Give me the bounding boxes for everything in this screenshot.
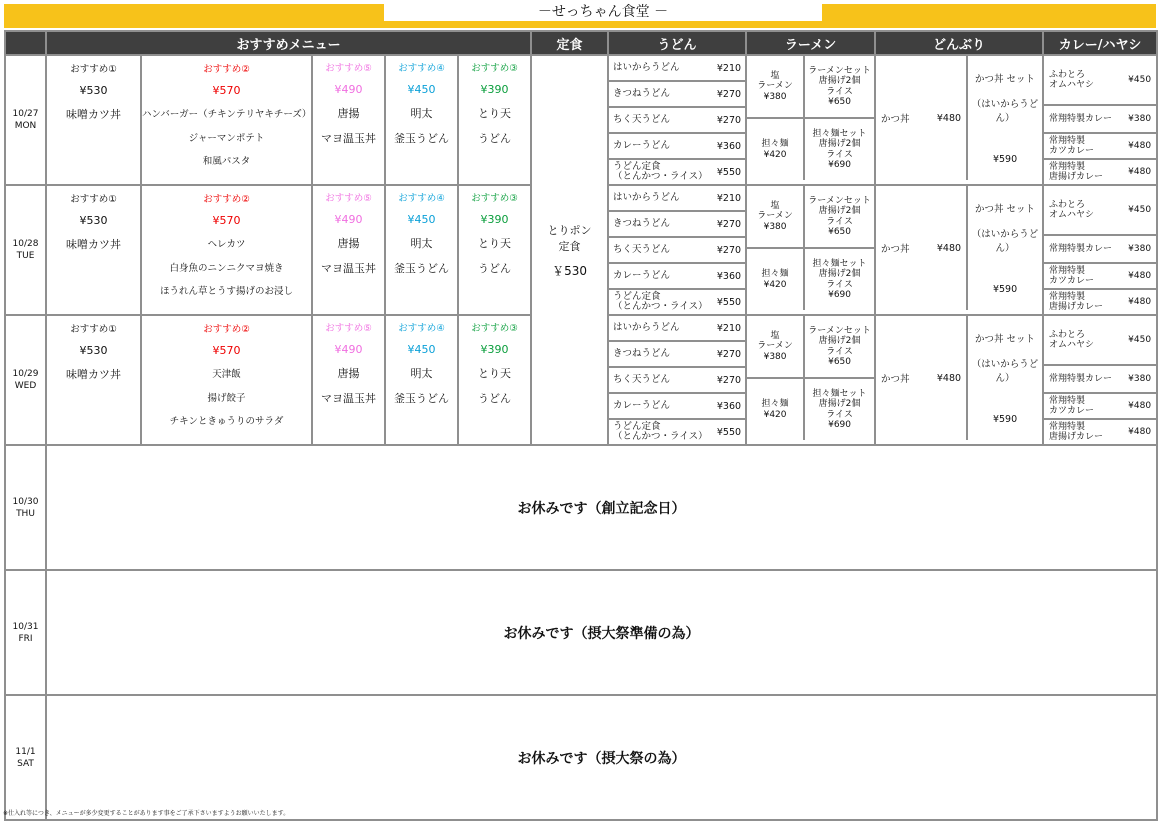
closed-row <box>5 445 1157 570</box>
footnote: ※仕入れ等につき、メニューが多少変更することがあります事をご了承下さいますようお願いいたします。 <box>3 810 290 817</box>
curry-name: 常翔特製 唐揚げカレー <box>1049 292 1104 312</box>
udon-item <box>609 264 745 290</box>
curry-name: 常翔特製 唐揚げカレー <box>1049 422 1104 442</box>
curry-name: 常翔特製 カツカレー <box>1049 136 1095 156</box>
day-cell <box>5 185 46 315</box>
menu-item-name: 味噌カツ丼 <box>66 108 121 122</box>
recommend-price: ¥530 <box>79 84 108 98</box>
recommend-label: おすすめ① <box>70 193 117 205</box>
menu-item-name: 天津飯 <box>212 369 241 381</box>
udon-name: うどん定食 （とんかつ・ライス） <box>613 161 708 182</box>
udon-item <box>609 134 745 160</box>
curry-item <box>1044 106 1156 134</box>
udon-item <box>609 290 745 314</box>
menu-item-name: 揚げ餃子 <box>207 392 246 404</box>
menu-item-name: 明太 <box>410 366 433 380</box>
curry-name: 常翔特製カレー <box>1049 374 1113 384</box>
header-curry: カレー/ハヤシ <box>1043 31 1157 55</box>
header-corner <box>5 31 46 55</box>
curry-cell <box>1043 55 1157 185</box>
udon-price: ¥360 <box>716 270 742 282</box>
curry-name: 常翔特製 カツカレー <box>1049 396 1095 416</box>
curry-item <box>1044 56 1156 106</box>
recommend-price: ¥390 <box>480 343 509 357</box>
katsudon-set-price: ¥590 <box>992 284 1018 295</box>
closed-message <box>46 695 1157 820</box>
curry-item <box>1044 236 1156 264</box>
recommend-price: ¥570 <box>212 84 241 98</box>
menu-item-name: チキンときゅうりのサラダ <box>169 416 284 428</box>
curry-price: ¥380 <box>1128 244 1152 254</box>
menu-item-name: ヘレカツ <box>207 239 246 251</box>
ramen-cell <box>746 315 875 445</box>
menu-item-name: うどん <box>478 391 512 405</box>
katsudon-set-price: ¥590 <box>992 414 1018 425</box>
udon-item <box>609 342 745 368</box>
day-weekday: TUE <box>16 251 35 261</box>
curry-price: ¥480 <box>1128 167 1152 177</box>
day-weekday: THU <box>16 508 35 519</box>
recommend-label: おすすめ① <box>70 323 117 335</box>
day-date: 10/29 <box>12 369 39 379</box>
menu-item-name: 釜玉うどん <box>394 391 449 405</box>
recommend-label: おすすめ③ <box>471 63 518 75</box>
menu-item-name: マヨ温玉丼 <box>321 391 376 405</box>
day-date: 10/31 <box>12 621 39 632</box>
menu-item-name: とり天 <box>478 366 512 380</box>
donburi-cell <box>875 315 1043 445</box>
day-row <box>5 55 1157 185</box>
menu-item-name: うどん <box>478 261 512 275</box>
recommend-price: ¥450 <box>407 83 436 97</box>
curry-item <box>1044 394 1156 420</box>
udon-price: ¥210 <box>716 62 742 74</box>
recommend-cell-rec1 <box>46 315 141 445</box>
header-teishoku: 定食 <box>531 31 608 55</box>
udon-item <box>609 238 745 264</box>
udon-name: はいからうどん <box>613 62 680 73</box>
curry-name: 常翔特製カレー <box>1049 244 1113 254</box>
teishoku-name: とりポン <box>547 223 592 237</box>
katsudon-set-name: かつ丼 セット <box>975 74 1036 85</box>
curry-item <box>1044 160 1156 184</box>
menu-item-name: ほうれん草とうす揚げのお浸し <box>159 286 293 298</box>
menu-item-name: 釜玉うどん <box>394 131 449 145</box>
recommend-cell-rec5 <box>312 185 385 315</box>
katsudon-price: ¥480 <box>936 112 962 124</box>
katsudon-price: ¥480 <box>936 372 962 384</box>
curry-item <box>1044 264 1156 290</box>
curry-price: ¥450 <box>1128 335 1152 345</box>
recommend-label: おすすめ② <box>203 323 250 335</box>
katsudon-set-name: かつ丼 セット <box>975 204 1036 215</box>
udon-price: ¥270 <box>716 218 742 230</box>
udon-price: ¥210 <box>716 322 742 334</box>
katsudon-set-sub: （はいからうどん） <box>971 229 1039 254</box>
recommend-price: ¥570 <box>212 214 241 228</box>
day-weekday: MON <box>14 121 37 131</box>
day-date: 11/1 <box>15 746 36 757</box>
udon-name: カレーうどん <box>613 270 671 281</box>
donburi-cell <box>875 55 1043 185</box>
curry-name: 常翔特製カレー <box>1049 114 1113 124</box>
udon-name: ちく天うどん <box>613 374 671 385</box>
menu-item-name: 釜玉うどん <box>394 261 449 275</box>
menu-item-name: ハンバーガー（チキンテリヤキチーズ） <box>142 109 312 121</box>
menu-item-name: 唐揚 <box>337 106 360 120</box>
recommend-price: ¥490 <box>334 213 363 227</box>
menu-item-name: とり天 <box>478 236 512 250</box>
curry-name: 常翔特製 唐揚げカレー <box>1049 162 1104 182</box>
menu-item-name: マヨ温玉丼 <box>321 131 376 145</box>
header-ramen: ラーメン <box>746 31 875 55</box>
day-cell <box>5 315 46 445</box>
curry-price: ¥380 <box>1128 374 1152 384</box>
udon-name: ちく天うどん <box>613 244 671 255</box>
udon-item <box>609 212 745 238</box>
udon-price: ¥270 <box>716 244 742 256</box>
menu-item-name: 唐揚 <box>337 366 360 380</box>
udon-name: ちく天うどん <box>613 114 671 125</box>
closed-message <box>46 445 1157 570</box>
recommend-label: おすすめ② <box>203 63 250 75</box>
ramen-shio: 塩 ラーメン ¥380 <box>757 70 793 102</box>
udon-name: はいからうどん <box>613 192 680 203</box>
katsudon-name: かつ丼 <box>881 114 910 125</box>
teishoku-price: ￥530 <box>552 263 587 278</box>
katsudon-price: ¥480 <box>936 242 962 254</box>
curry-item <box>1044 134 1156 160</box>
udon-item <box>609 368 745 394</box>
udon-item <box>609 186 745 212</box>
recommend-cell-rec2 <box>141 315 312 445</box>
closed-text: お休みです（摂大祭の為） <box>517 750 686 767</box>
ramen-tantan-set: 担々麺セット 唐揚げ2個 ライス ¥690 <box>812 128 867 170</box>
udon-name: きつねうどん <box>613 88 671 99</box>
curry-item <box>1044 366 1156 394</box>
recommend-cell-rec2 <box>141 55 312 185</box>
recommend-price: ¥570 <box>212 344 241 358</box>
recommend-cell-rec4 <box>385 185 458 315</box>
recommend-label: おすすめ⑤ <box>325 323 372 335</box>
udon-name: きつねうどん <box>613 218 671 229</box>
teishoku-cell <box>531 55 608 445</box>
ramen-cell <box>746 185 875 315</box>
udon-price: ¥270 <box>716 374 742 386</box>
udon-price: ¥270 <box>716 114 742 126</box>
day-cell <box>5 445 46 570</box>
curry-item <box>1044 316 1156 366</box>
udon-price: ¥270 <box>716 348 742 360</box>
recommend-cell-rec1 <box>46 55 141 185</box>
udon-name: カレーうどん <box>613 140 671 151</box>
curry-price: ¥480 <box>1128 297 1152 307</box>
ramen-tantan: 担々麺 ¥420 <box>761 139 789 160</box>
menu-item-name: 白身魚のニンニクマヨ焼き <box>169 262 284 274</box>
curry-price: ¥480 <box>1128 141 1152 151</box>
recommend-label: おすすめ③ <box>471 193 518 205</box>
closed-text: お休みです（摂大祭準備の為） <box>503 625 700 642</box>
curry-cell <box>1043 185 1157 315</box>
curry-name: ふわとろ オムハヤシ <box>1049 330 1094 350</box>
curry-price: ¥380 <box>1128 114 1152 124</box>
udon-cell <box>608 185 746 315</box>
recommend-cell-rec4 <box>385 55 458 185</box>
closed-row <box>5 695 1157 820</box>
menu-item-name: 明太 <box>410 106 433 120</box>
udon-item <box>609 394 745 420</box>
recommend-cell-rec3 <box>458 185 531 315</box>
curry-name: 常翔特製 カツカレー <box>1049 266 1095 286</box>
ramen-tantan-set: 担々麺セット 唐揚げ2個 ライス ¥690 <box>812 388 867 430</box>
curry-price: ¥450 <box>1128 205 1152 215</box>
closed-text: お休みです（創立記念日） <box>517 500 686 517</box>
udon-name: きつねうどん <box>613 348 671 359</box>
recommend-price: ¥530 <box>79 344 108 358</box>
curry-item <box>1044 420 1156 444</box>
day-date: 10/27 <box>12 109 39 119</box>
udon-price: ¥360 <box>716 400 742 412</box>
curry-price: ¥450 <box>1128 75 1152 85</box>
day-weekday: FRI <box>18 633 33 644</box>
katsudon-set-sub: （はいからうどん） <box>971 99 1039 124</box>
recommend-cell-rec1 <box>46 185 141 315</box>
udon-price: ¥550 <box>716 426 742 438</box>
recommend-price: ¥450 <box>407 213 436 227</box>
donburi-cell <box>875 185 1043 315</box>
recommend-cell-rec5 <box>312 55 385 185</box>
recommend-label: おすすめ① <box>70 63 117 75</box>
recommend-price: ¥390 <box>480 83 509 97</box>
header-recommend: おすすめメニュー <box>46 31 531 55</box>
ramen-cell <box>746 55 875 185</box>
curry-price: ¥480 <box>1128 427 1152 437</box>
udon-price: ¥550 <box>716 166 742 178</box>
recommend-price: ¥530 <box>79 214 108 228</box>
recommend-cell-rec3 <box>458 55 531 185</box>
recommend-price: ¥390 <box>480 213 509 227</box>
menu-item-name: マヨ温玉丼 <box>321 261 376 275</box>
recommend-label: おすすめ④ <box>398 63 445 75</box>
day-weekday: SAT <box>17 758 34 769</box>
ramen-shio-set: ラーメンセット 唐揚げ2個 ライス ¥650 <box>808 325 871 367</box>
day-weekday: WED <box>14 381 37 391</box>
udon-item <box>609 82 745 108</box>
closed-message <box>46 570 1157 695</box>
udon-price: ¥550 <box>716 296 742 308</box>
recommend-label: おすすめ⑤ <box>325 193 372 205</box>
day-cell <box>5 695 46 820</box>
udon-item <box>609 316 745 342</box>
recommend-cell-rec5 <box>312 315 385 445</box>
recommend-label: おすすめ⑤ <box>325 63 372 75</box>
curry-name: ふわとろ オムハヤシ <box>1049 70 1094 90</box>
curry-price: ¥480 <box>1128 401 1152 411</box>
ramen-tantan: 担々麺 ¥420 <box>761 399 789 420</box>
menu-item-name: 唐揚 <box>337 236 360 250</box>
udon-name: はいからうどん <box>613 322 680 333</box>
recommend-label: おすすめ② <box>203 193 250 205</box>
katsudon-set-sub: （はいからうどん） <box>971 359 1039 384</box>
curry-item <box>1044 290 1156 314</box>
menu-item-name: 味噌カツ丼 <box>66 368 121 382</box>
udon-item <box>609 108 745 134</box>
ramen-tantan-set: 担々麺セット 唐揚げ2個 ライス ¥690 <box>812 258 867 300</box>
curry-price: ¥480 <box>1128 271 1152 281</box>
katsudon-set-price: ¥590 <box>992 154 1018 165</box>
udon-name: カレーうどん <box>613 400 671 411</box>
curry-cell <box>1043 315 1157 445</box>
udon-item <box>609 420 745 444</box>
ramen-shio-set: ラーメンセット 唐揚げ2個 ライス ¥650 <box>808 195 871 237</box>
header-row <box>5 31 1157 55</box>
udon-cell <box>608 315 746 445</box>
udon-price: ¥360 <box>716 140 742 152</box>
day-date: 10/28 <box>12 239 39 249</box>
katsudon-set-name: かつ丼 セット <box>975 334 1036 345</box>
page-title: －せっちゃん食堂 － <box>384 4 822 21</box>
katsudon-name: かつ丼 <box>881 374 910 385</box>
recommend-price: ¥450 <box>407 343 436 357</box>
udon-item <box>609 160 745 184</box>
header-donburi: どんぶり <box>875 31 1043 55</box>
curry-name: ふわとろ オムハヤシ <box>1049 200 1094 220</box>
ramen-shio: 塩 ラーメン ¥380 <box>757 330 793 362</box>
header-udon: うどん <box>608 31 746 55</box>
menu-table <box>4 30 1158 821</box>
day-cell <box>5 570 46 695</box>
recommend-label: おすすめ③ <box>471 323 518 335</box>
day-date: 10/30 <box>12 496 39 507</box>
menu-item-name: とり天 <box>478 106 512 120</box>
curry-item <box>1044 186 1156 236</box>
ramen-shio-set: ラーメンセット 唐揚げ2個 ライス ¥650 <box>808 65 871 107</box>
udon-item <box>609 56 745 82</box>
menu-item-name: ジャーマンポテト <box>188 132 265 144</box>
udon-price: ¥210 <box>716 192 742 204</box>
udon-price: ¥270 <box>716 88 742 100</box>
recommend-price: ¥490 <box>334 343 363 357</box>
week-body <box>5 55 1157 820</box>
recommend-cell-rec4 <box>385 315 458 445</box>
ramen-tantan: 担々麺 ¥420 <box>761 269 789 290</box>
teishoku-name-2: 定食 <box>558 239 581 253</box>
recommend-price: ¥490 <box>334 83 363 97</box>
recommend-cell-rec3 <box>458 315 531 445</box>
recommend-cell-rec2 <box>141 185 312 315</box>
menu-item-name: 明太 <box>410 236 433 250</box>
udon-name: うどん定食 （とんかつ・ライス） <box>613 291 708 312</box>
menu-item-name: うどん <box>478 131 512 145</box>
udon-name: うどん定食 （とんかつ・ライス） <box>613 421 708 442</box>
katsudon-name: かつ丼 <box>881 244 910 255</box>
closed-row <box>5 570 1157 695</box>
menu-item-name: 和風パスタ <box>202 156 251 168</box>
ramen-shio: 塩 ラーメン ¥380 <box>757 200 793 232</box>
recommend-label: おすすめ④ <box>398 193 445 205</box>
menu-item-name: 味噌カツ丼 <box>66 238 121 252</box>
day-cell <box>5 55 46 185</box>
udon-cell <box>608 55 746 185</box>
recommend-label: おすすめ④ <box>398 323 445 335</box>
